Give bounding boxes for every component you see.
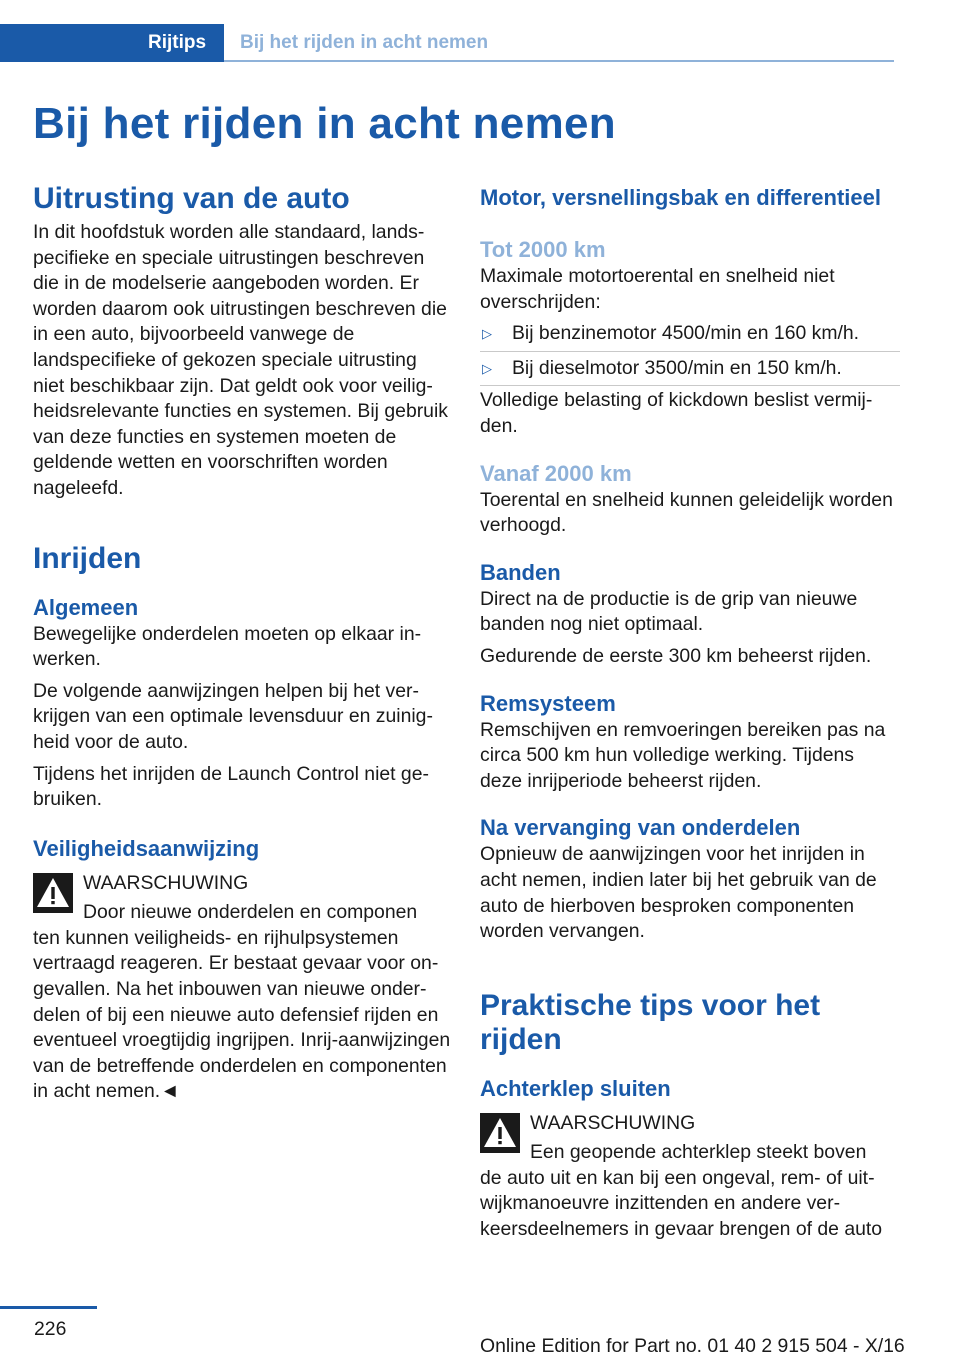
warning-block	[33, 871, 451, 1105]
footer-edition-text: Online Edition for Part no. 01 40 2 915 504 - X/16	[480, 1335, 905, 1357]
header-section-title[interactable]: Bij het rijden in acht nemen	[240, 32, 489, 53]
brakes-text: Remschijven en remvoeringen bereiken pas na circa 500 km hun volledige werking. Tijdens deze inrijperiode beheerst rijden.	[480, 718, 886, 792]
heading-up-to-2000: Tot 2000 km	[480, 237, 606, 262]
tailgate-warning-text: de auto uit en kan bij een ongeval, rem- of uitwijkmanoeuvre inzittenden en andere verkeersdeelnemers in gevaar brengen of de auto	[480, 1166, 883, 1241]
warning-triangle-icon	[480, 1113, 520, 1153]
tailgate-warning-first-line: Een geopende achterklep steekt boven	[530, 1141, 867, 1164]
heading-close-tailgate: Achterklep sluiten	[480, 1075, 671, 1101]
heading-safety-note: Veiligheidsaanwijzing	[33, 835, 260, 861]
heading-parts-replacement: Na vervanging van onderdelen	[480, 815, 801, 841]
kickdown-text: Volledige belasting of kickdown beslist vermijden.	[480, 389, 873, 437]
general-paragraph-2: De volgende aanwijzingen helpen bij het verkrijgen van een optimale levensduur en zuinigheid voor de auto.	[33, 679, 433, 753]
bullet-petrol-text: Bij benzinemotor 4500/min en 160 km/h.	[512, 322, 860, 345]
heading-practical-tips: Praktische tips voor het rijden	[480, 988, 821, 1056]
heading-brakes: Remsysteem	[480, 690, 616, 716]
from-2000-text: Toerental en snelheid kunnen geleidelijk worden verhoogd.	[480, 488, 893, 537]
heading-general: Algemeen	[33, 594, 139, 620]
heading-run-in: Inrijden	[33, 541, 142, 575]
heading-engine-gearbox: Motor, versnellingsbak en differentieel	[480, 185, 881, 210]
up-to-2000-text: Maximale motortoerental en snelheid niet overschrijden:	[480, 265, 835, 313]
heading-tyres: Banden	[480, 559, 561, 585]
warning-text: ten kunnen veiligheids- en rijhulpsystemen vertraagd reageren. Er bestaat gevaar voor ongevallen. Na het inbouwen van nieuwe onderdelen of bij een nieuwe auto defensief rijden en eventueel vroegtijdig ingrijpen. Inrij-aanwijzingen van de betreffende onderdelen en componenten in acht nemen.◄	[33, 926, 451, 1103]
general-paragraph-1: Bewegelijke onderdelen moeten op elkaar inwerken.	[33, 622, 422, 671]
warning-triangle-icon	[33, 873, 73, 913]
header-divider	[224, 60, 894, 62]
right-column	[480, 182, 900, 1243]
heading-equipment: Uitrusting van de auto	[33, 182, 350, 215]
heading-from-2000: Vanaf 2000 km	[480, 460, 632, 486]
warning-text-first-line: Door nieuwe onderdelen en componen	[83, 901, 418, 924]
tailgate-warning-block	[480, 1111, 900, 1243]
tyres-paragraph-2: Gedurende de eerste 300 km beheerst rijden.	[480, 644, 872, 667]
equipment-text: In dit hoofdstuk worden alle standaard, landspecifieke en speciale uitrustingen beschreven die in de modelserie aangeboden worden. Er worden daarom ook uitrustingen beschreven die in een auto, bijvoorbeeld vanwege de landspecifieke of gekozen speciale uitrusting niet beschikbaar zijn. Dat geldt ook voor veiligheidsrelevante functies en systemen. Bij gebruik van deze functies en systemen moeten de geldende wetten en voorschriften worden nageleefd.	[33, 221, 448, 499]
page-number: 226	[34, 1318, 67, 1340]
tyres-paragraph-1: Direct na de productie is de grip van nieuwe banden nog niet optimaal.	[480, 587, 858, 636]
header-tab-rijtips[interactable]: Rijtips	[130, 24, 224, 62]
bullet-triangle-icon: ▷	[482, 360, 492, 376]
left-column	[33, 182, 451, 1105]
general-paragraph-3: Tijdens het inrijden de Launch Control niet gebruiken.	[33, 762, 429, 811]
bullet-diesel-text: Bij dieselmotor 3500/min en 150 km/h.	[512, 356, 842, 379]
footer-divider	[0, 1306, 97, 1309]
bullet-triangle-icon: ▷	[482, 326, 492, 342]
bullet-diesel	[480, 354, 900, 387]
parts-replacement-text: Opnieuw de aanwijzingen voor het inrijden in acht nemen, indien later bij het gebruik van de auto de hierboven besproken componenten worden vervangen.	[480, 843, 877, 943]
bullet-petrol	[480, 319, 900, 352]
tailgate-warning-label: WAARSCHUWING	[530, 1111, 696, 1134]
page-title: Bij het rijden in acht nemen	[33, 99, 616, 148]
warning-label: WAARSCHUWING	[83, 871, 249, 894]
